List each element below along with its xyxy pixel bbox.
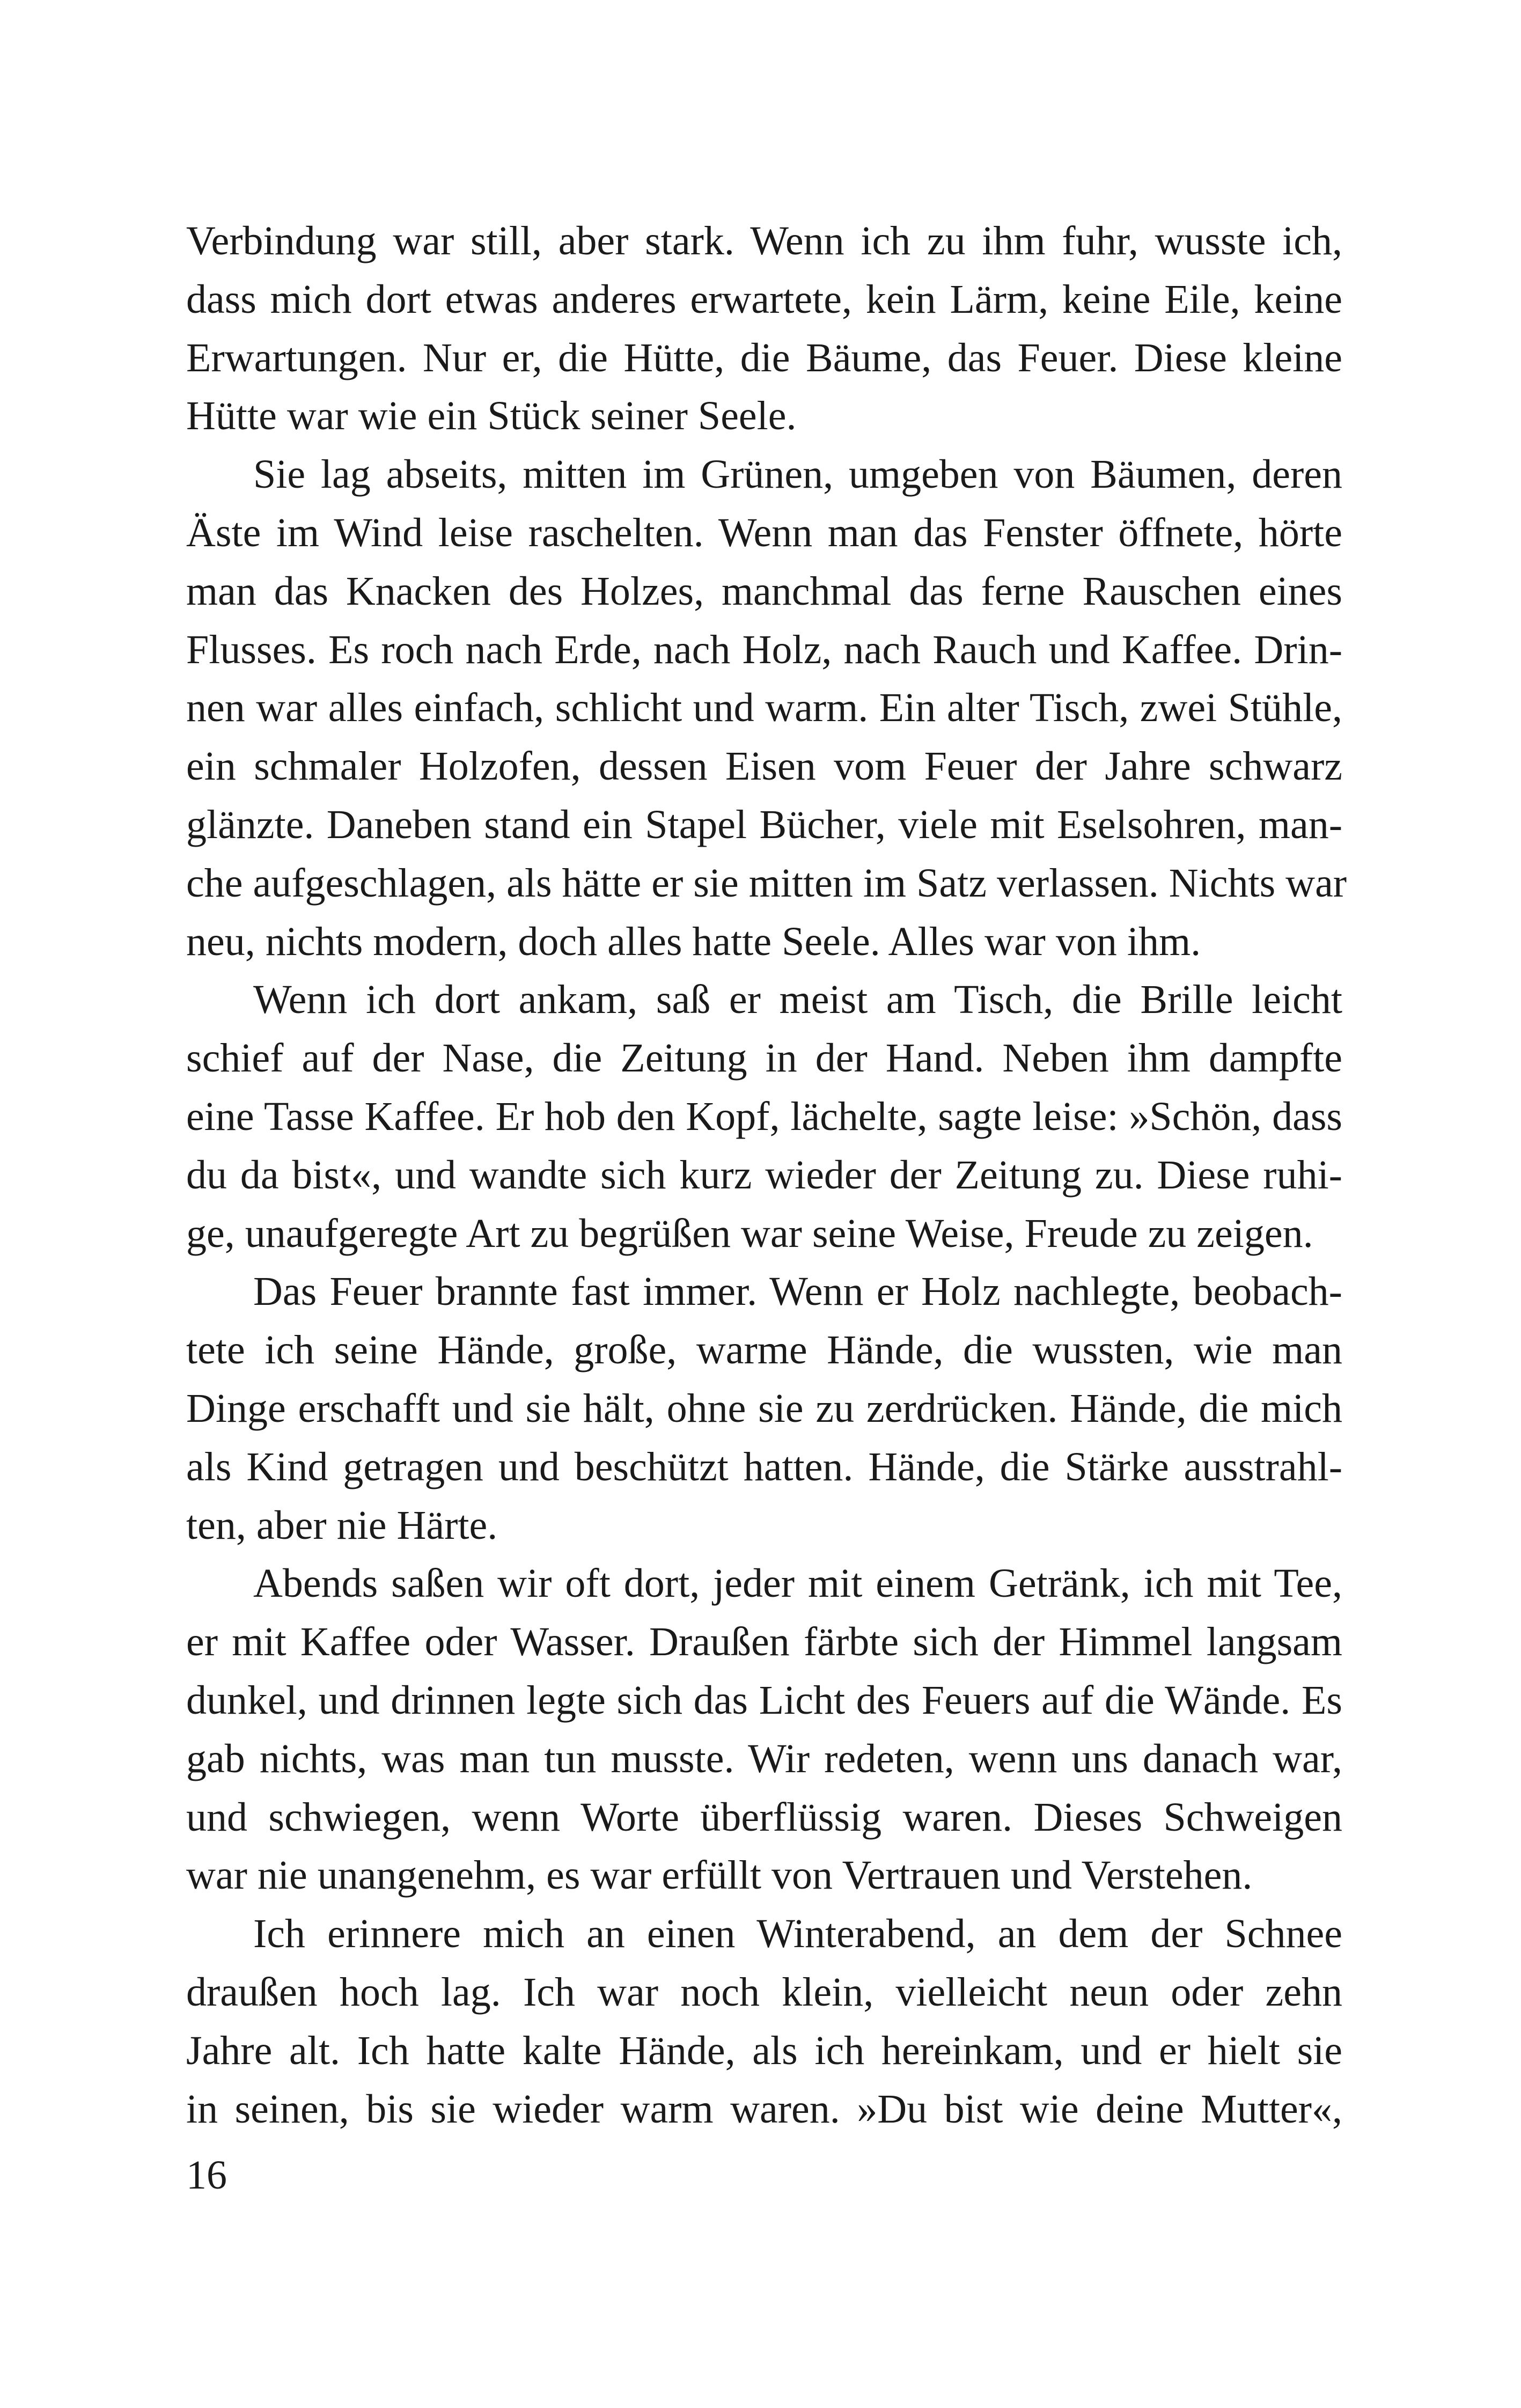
text-line: Flusses. Es roch nach Erde, nach Holz, nach Rauch und Kaffee. Drin- [186, 627, 1342, 672]
text-line: Erwartungen. Nur er, die Hütte, die Bäume, das Feuer. Diese kleine [186, 335, 1342, 380]
text-line: gab nichts, was man tun musste. Wir redeten, wenn uns danach war, [186, 1736, 1342, 1781]
text-line: Das Feuer brannte fast immer. Wenn er Holz nachlegte, beobach- [253, 1269, 1342, 1315]
text-line: Verbindung war still, aber stark. Wenn ich zu ihm fuhr, wusste ich, [186, 218, 1342, 263]
text-line: Abends saßen wir oft dort, jeder mit einem Getränk, ich mit Tee, [253, 1561, 1342, 1606]
text-line: dass mich dort etwas anderes erwartete, kein Lärm, keine Eile, keine [186, 276, 1342, 322]
text-line: Sie lag abseits, mitten im Grünen, umgeben von Bäumen, deren [253, 452, 1342, 497]
text-line: du da bist«, und wandte sich kurz wieder der Zeitung zu. Diese ruhi- [186, 1152, 1342, 1198]
text-line: neu, nichts modern, doch alles hatte Seele. Alles war von ihm. [186, 919, 1201, 964]
paragraph [186, 1554, 1342, 1905]
text-line: dunkel, und drinnen legte sich das Licht des Feuers auf die Wände. Es [186, 1677, 1342, 1723]
paragraph [186, 1905, 1342, 2138]
text-line: draußen hoch lag. Ich war noch klein, vielleicht neun oder zehn [186, 1969, 1342, 2015]
text-line: man das Knacken des Holzes, manchmal das ferne Rauschen eines [186, 568, 1342, 614]
text-line: Ich erinnere mich an einen Winterabend, an dem der Schnee [253, 1911, 1342, 1957]
paragraph [186, 212, 1342, 445]
text-line: che aufgeschlagen, als hätte er sie mitten im Satz verlassen. Nichts war [186, 860, 1347, 906]
paragraph [186, 971, 1342, 1262]
text-line: als Kind getragen und beschützt hatten. Hände, die Stärke ausstrahl- [186, 1444, 1342, 1489]
text-line: nen war alles einfach, schlicht und warm. Ein alter Tisch, zwei Stühle, [186, 685, 1342, 731]
text-line: ein schmaler Holzofen, dessen Eisen vom Feuer der Jahre schwarz [186, 744, 1342, 789]
text-line: ge, unaufgeregte Art zu begrüßen war seine Weise, Freude zu zeigen. [186, 1210, 1313, 1256]
text-line: schief auf der Nase, die Zeitung in der Hand. Neben ihm dampfte [186, 1036, 1342, 1081]
text-line: Äste im Wind leise raschelten. Wenn man das Fenster öffnete, hörte [186, 510, 1342, 555]
text-line: Hütte war wie ein Stück seiner Seele. [186, 393, 797, 439]
text-line: eine Tasse Kaffee. Er hob den Kopf, lächelte, sagte leise: »Schön, dass [186, 1093, 1342, 1139]
text-line: und schwiegen, wenn Worte überflüssig waren. Dieses Schweigen [186, 1794, 1342, 1840]
text-line: Wenn ich dort ankam, saß er meist am Tisch, die Brille leicht [253, 977, 1342, 1023]
text-line: war nie unangenehm, es war erfüllt von Vertrauen und Verstehen. [186, 1853, 1253, 1898]
body-text [186, 212, 1347, 2138]
text-line: ten, aber nie Härte. [186, 1502, 498, 1548]
paragraph [186, 1262, 1342, 1554]
text-line: tete ich seine Hände, große, warme Hände, die wussten, wie man [186, 1327, 1342, 1373]
text-line: Jahre alt. Ich hatte kalte Hände, als ich hereinkam, und er hielt sie [186, 2028, 1342, 2073]
page-number: 16 [186, 2153, 227, 2198]
text-line: er mit Kaffee oder Wasser. Draußen färbte sich der Himmel langsam [186, 1619, 1342, 1665]
paragraph [186, 445, 1347, 971]
text-line: Dinge erschafft und sie hält, ohne sie zu zerdrücken. Hände, die mich [186, 1385, 1342, 1431]
text-line: glänzte. Daneben stand ein Stapel Bücher, viele mit Eselsohren, man- [186, 802, 1342, 847]
text-line: in seinen, bis sie wieder warm waren. »Du bist wie deine Mutter«, [186, 2086, 1342, 2132]
